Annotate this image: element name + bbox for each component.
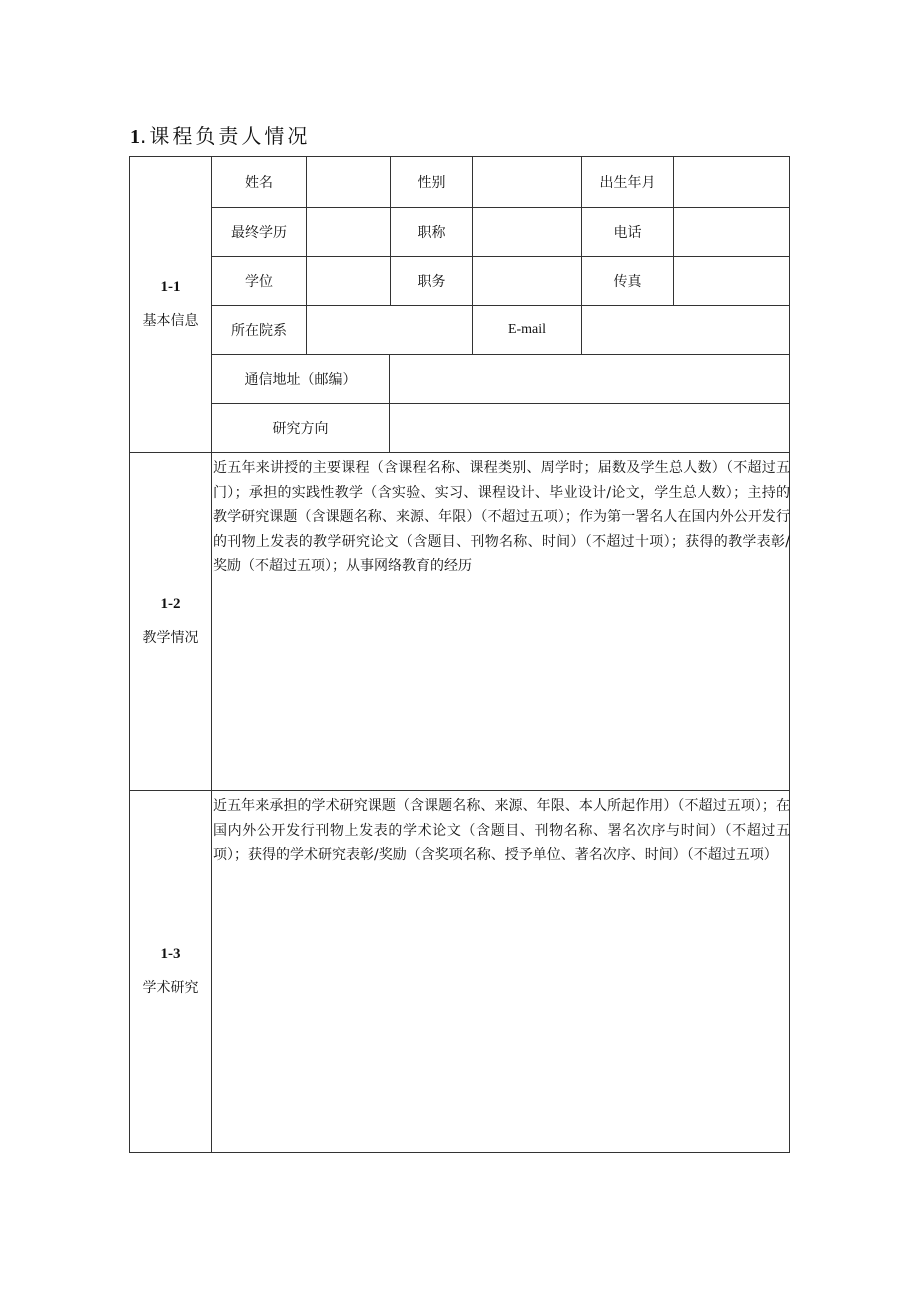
section-1-3-code: 1-3 xyxy=(160,946,181,962)
section-1-1-title: 基本信息 xyxy=(142,313,199,329)
degree-label: 学位 xyxy=(245,273,273,290)
position-input[interactable] xyxy=(473,256,581,305)
section-1-1-label xyxy=(130,157,211,452)
section-title-text: .课程负责人情况 xyxy=(140,124,311,148)
gender-input[interactable] xyxy=(473,157,581,207)
department-label: 所在院系 xyxy=(231,322,287,339)
name-label: 姓名 xyxy=(245,175,273,191)
section-1-2-label xyxy=(130,453,211,790)
fax-input[interactable] xyxy=(674,256,789,305)
email-label: E-mail xyxy=(507,321,547,337)
phone-input[interactable] xyxy=(674,207,789,256)
research-direction-label: 研究方向 xyxy=(272,420,329,437)
name-input[interactable] xyxy=(307,157,390,207)
title-label: 职称 xyxy=(417,224,446,241)
birth-input[interactable] xyxy=(674,157,789,207)
section-1-3-label xyxy=(130,791,211,1152)
section-1-2-code: 1-2 xyxy=(160,596,181,612)
section-1-1-code: 1-1 xyxy=(160,279,181,295)
course-leader-form xyxy=(129,156,790,1153)
section-1-2-title: 教学情况 xyxy=(142,630,199,646)
section-title xyxy=(130,120,310,149)
education-label: 最终学历 xyxy=(231,224,287,241)
teaching-description[interactable]: 近五年来讲授的主要课程（含课程名称、课程类别、周学时；届数及学生总人数）（不超过五门）；承担的实践性教学（含实验、实习、课程设计、毕业设计/论文，学生总人数）；主持的教学研究课题（含课题名称、来源、年限）（不超过五项）；作为第一署名人在国内外公开发行的刊物上发表的教学研究论文（含题目、刊物名称、时间）（不超过十项）；获得的教学表彰/奖励（不超过五项）；从事网络教育的经历 xyxy=(213,460,790,574)
education-input[interactable] xyxy=(307,207,390,256)
research-description[interactable]: 近五年来承担的学术研究课题（含课题名称、来源、年限、本人所起作用）（不超过五项）；在国内外公开发行刊物上发表的学术论文（含题目、刊物名称、署名次序与时间）（不超过五项）；获得的学术研究表彰/奖励（含奖项名称、授予单位、著名次序、时间）（不超过五项） xyxy=(213,798,790,863)
degree-input[interactable] xyxy=(307,256,390,305)
address-input[interactable] xyxy=(390,354,789,403)
department-input[interactable] xyxy=(307,305,472,354)
title-input[interactable] xyxy=(473,207,581,256)
phone-label: 电话 xyxy=(613,224,642,241)
gender-label: 性别 xyxy=(417,175,446,191)
birth-label: 出生年月 xyxy=(599,175,656,191)
section-number: 1 xyxy=(130,126,140,148)
email-input[interactable] xyxy=(582,305,789,354)
section-1-3-title: 学术研究 xyxy=(142,980,199,996)
research-direction-input[interactable] xyxy=(390,403,789,452)
position-label: 职务 xyxy=(417,273,446,290)
address-label: 通信地址（邮编） xyxy=(244,371,357,388)
fax-label: 传真 xyxy=(613,273,642,290)
